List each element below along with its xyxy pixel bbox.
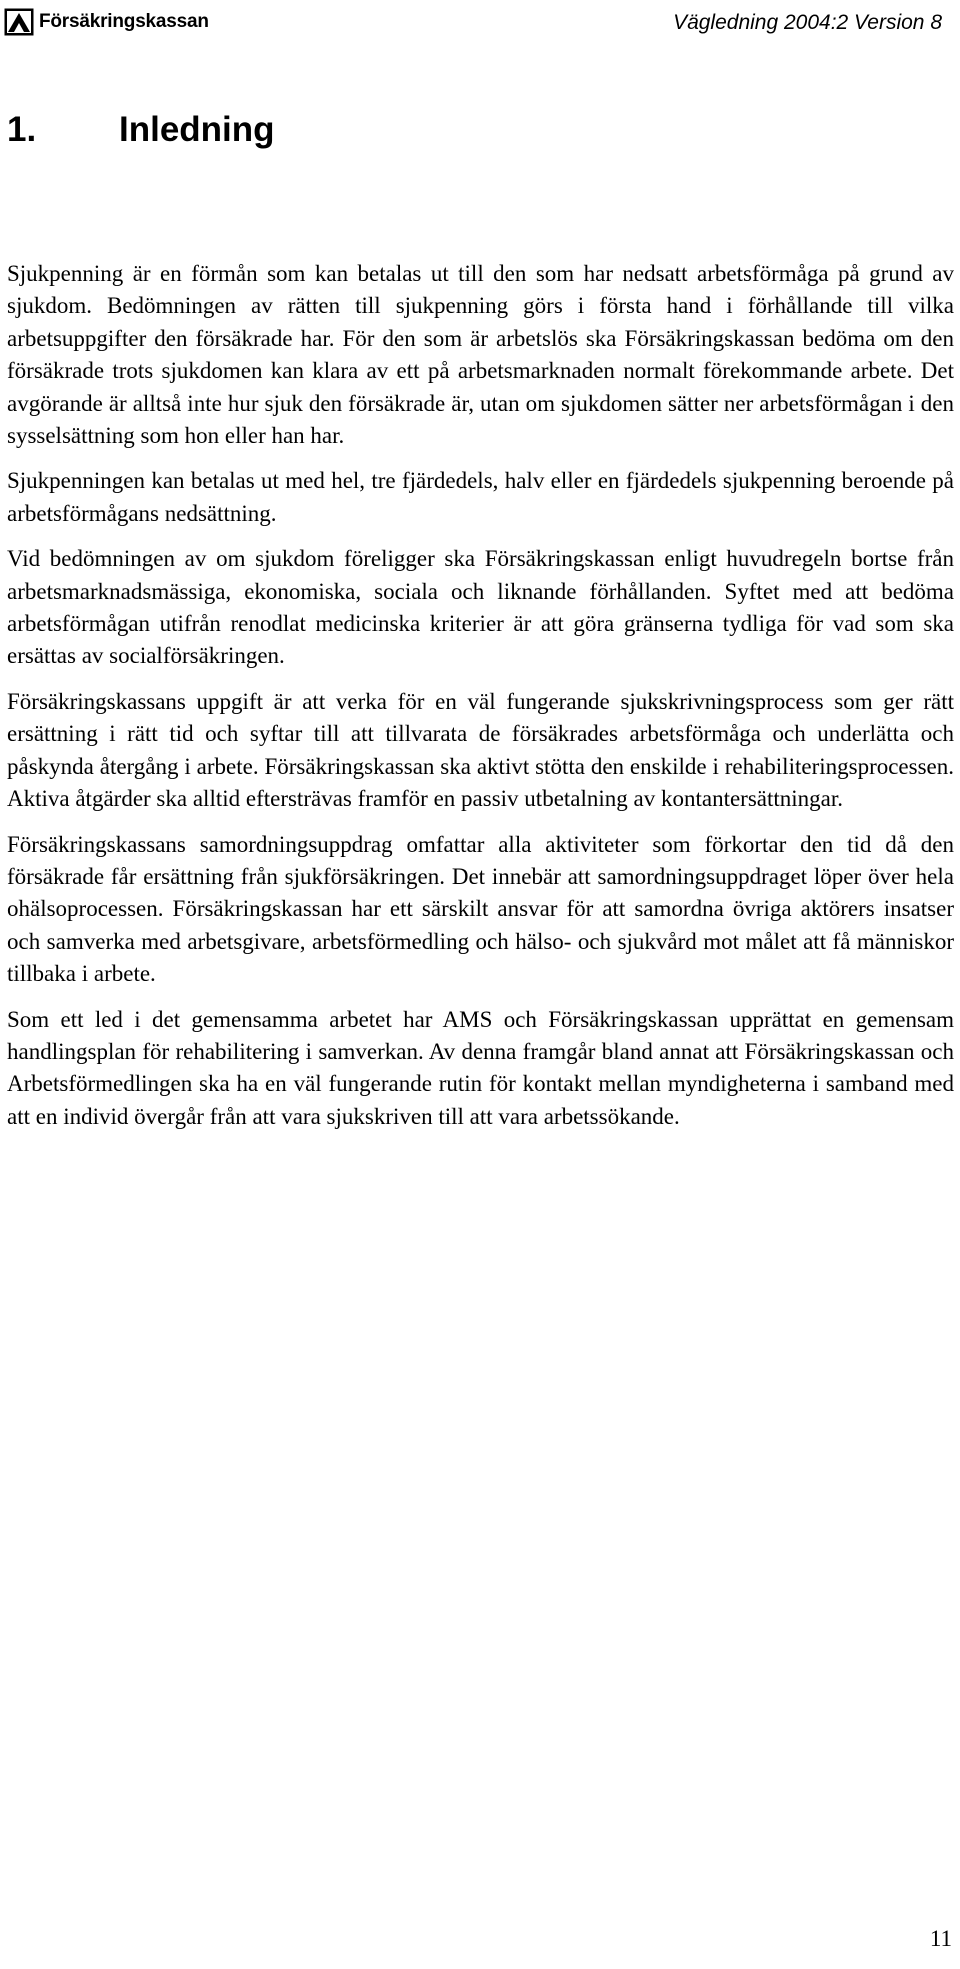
paragraph: Försäkringskassans samordningsuppdrag omfattar alla aktiviteter som förkortar den tid då den försäkrade får ersättning från sjukförsäkringen. Det innebär att samordningsuppdraget löper över hela ohälsoprocessen. Försäkringskassan har ett särskilt ansvar för att samordna övriga aktörers insatser och samverka med arbetsgivare, arbetsförmedling och hälso- och sjukvård mot målet att få människor tillbaka i arbete. [7, 831, 954, 987]
paragraph: Försäkringskassans uppgift är att verka för en väl fungerande sjukskrivningsprocess som ger rätt ersättning i rätt tid och syftar till att tillvarata de försäkrades arbetsförmåga och underlätta och påskynda återgång i arbete. Försäkringskassan ska aktivt stötta den enskilde i rehabiliteringsprocessen. Aktiva åtgärder ska alltid eftersträvas framför en passiv utbetalning av kontantersättningar. [7, 688, 954, 812]
logo [4, 8, 209, 36]
page-number: 11 [929, 1926, 952, 1951]
page-header [4, 8, 942, 42]
paragraph: Sjukpenning är en förmån som kan betalas ut till den som har nedsatt arbetsförmåga på grund av sjukdom. Bedömningen av rätten till sjukpenning görs i första hand i förhållande till vilka arbetsuppgifter den försäkrade har. För den som är arbetslös ska Försäkringskassan bedöma om den försäkrade trots sjukdomen kan klara av ett på arbetsmarknaden normalt förekommande arbete. Det avgörande är alltså inte hur sjuk den försäkrade är, utan om sjukdomen sätter ner arbetsförmågan i den sysselsättning som hon eller han har. [7, 261, 954, 449]
paragraph: Vid bedömningen av om sjukdom föreligger ska Försäkringskassan enligt huvudregeln bortse från arbetsmarknadsmässiga, ekonomiska, sociala och liknande förhållanden. Syftet med att bedöma arbetsförmågan utifrån renodlat medicinska kriterier är att göra gränserna tydliga för vad som ska ersättas av socialförsäkringen. [7, 546, 954, 669]
body-text [7, 258, 954, 1146]
chapter-title [7, 110, 275, 150]
paragraph: Sjukpenningen kan betalas ut med hel, tre fjärdedels, halv eller en fjärdedels sjukpenning beroende på arbetsförmågans nedsättning. [7, 468, 954, 526]
logo-text: Försäkringskassan [39, 11, 209, 32]
chapter-heading: Inledning [119, 110, 275, 149]
paragraph: Som ett led i det gemensamma arbetet har AMS och Försäkringskassan upprättat en gemensam handlingsplan för rehabilitering i samverkan. Av denna framgår bland annat att Försäkringskassan och Arbetsförmedlingen ska ha en väl fungerande rutin för kontakt mellan myndigheterna i samband med att en individ övergår från att vara sjukskriven till att vara arbetssökande. [7, 1006, 954, 1129]
document-version: Vägledning 2004:2 Version 8 [673, 11, 942, 34]
forsakringskassan-logo-icon [4, 8, 34, 36]
chapter-number: 1. [7, 110, 37, 149]
